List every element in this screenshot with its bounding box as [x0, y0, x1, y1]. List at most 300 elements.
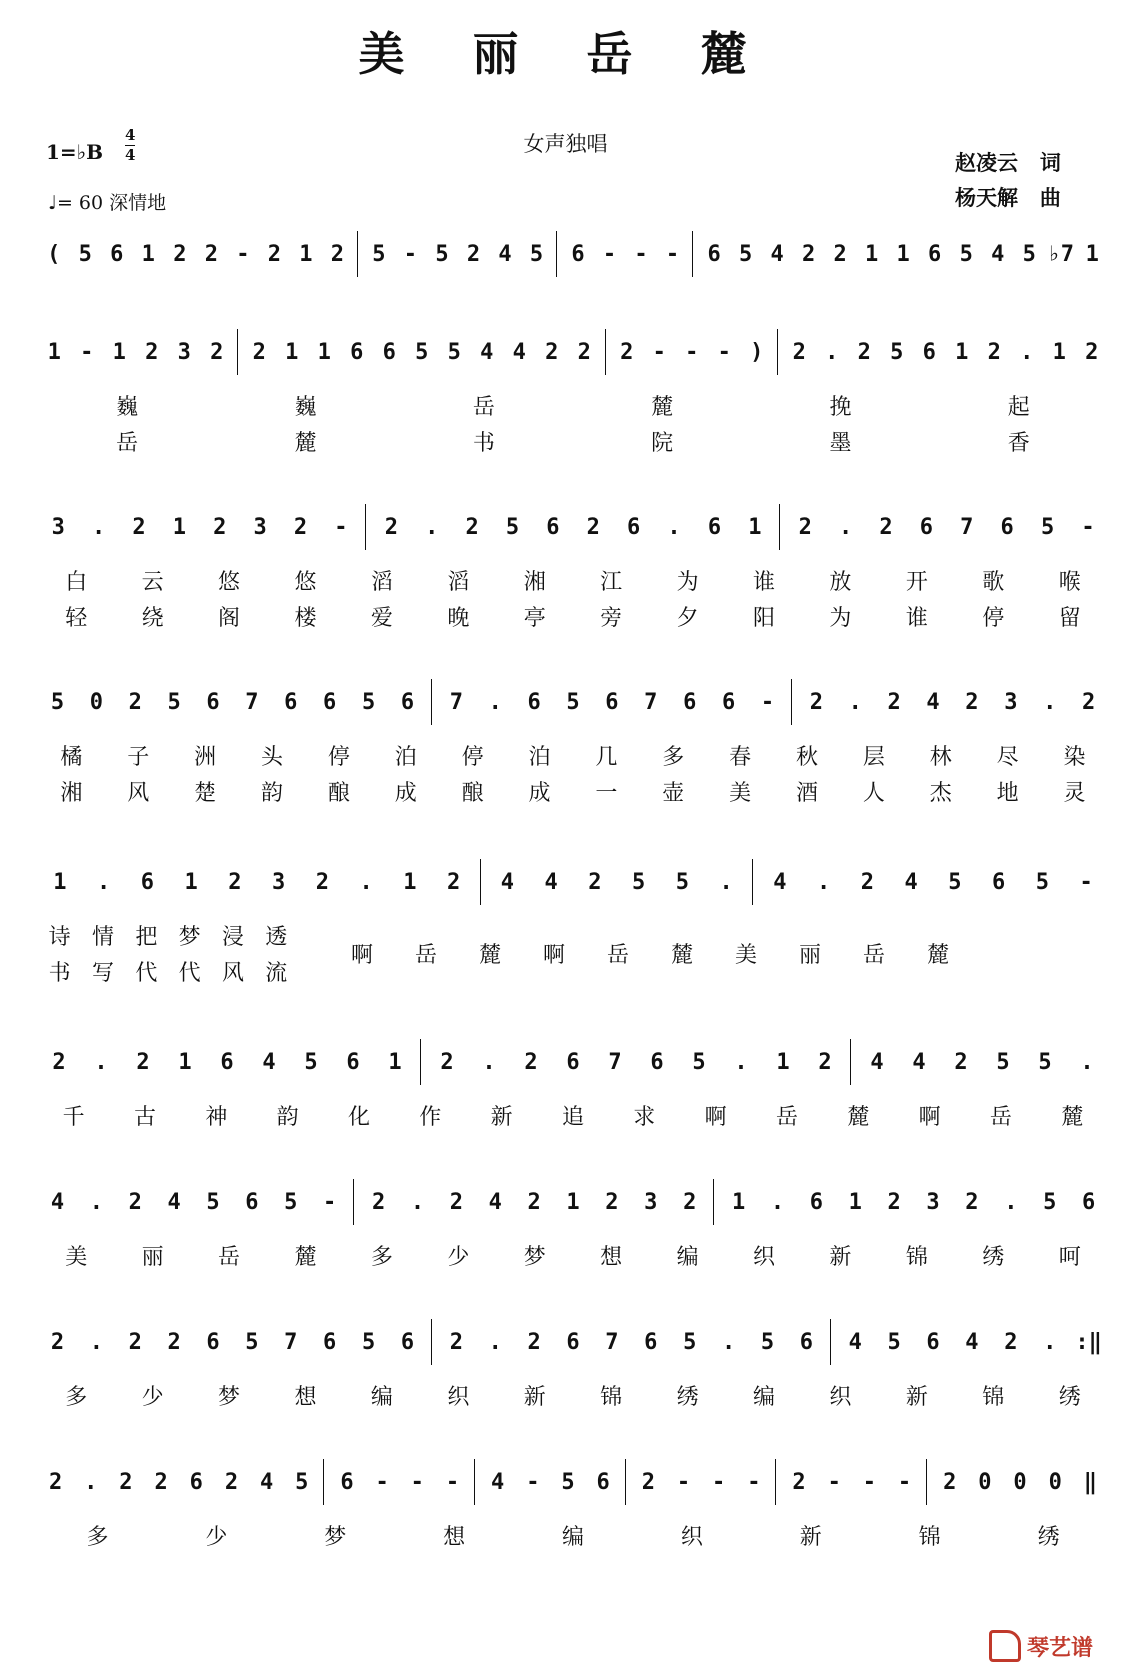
note: 2: [210, 339, 224, 365]
note: 2: [605, 1189, 619, 1215]
note: 0: [89, 689, 103, 715]
note: .: [410, 1189, 425, 1215]
note: 1: [285, 339, 299, 365]
note: 6: [546, 514, 560, 540]
lyric-syllable: 啊: [918, 1104, 941, 1130]
lyric-syllable: 晚: [447, 605, 470, 631]
note: 6: [605, 689, 619, 715]
barline: [319, 1459, 329, 1505]
note: 2: [965, 1189, 979, 1215]
barline: [709, 1179, 719, 1225]
note: 6: [110, 241, 124, 267]
lyric-syllable: 夕: [676, 605, 699, 631]
lyric-syllable: 织: [829, 1384, 852, 1410]
note: 2: [128, 1329, 142, 1355]
lyric-syllable: 岳: [775, 1104, 798, 1130]
note: 3: [177, 339, 191, 365]
note: 5: [435, 241, 449, 267]
barline: [361, 504, 371, 550]
note: .: [488, 1329, 502, 1355]
note: 1: [731, 1189, 746, 1215]
note: 1: [848, 1189, 862, 1215]
note: 5: [505, 514, 520, 540]
note: -: [410, 1469, 424, 1495]
lyric-syllable: 绣: [1058, 1384, 1081, 1410]
note: 2: [879, 514, 893, 540]
note: 5: [887, 1329, 901, 1355]
note: 2: [466, 241, 481, 267]
lyric-syllable: 美: [734, 942, 757, 968]
note: 1: [776, 1049, 790, 1075]
note: 3: [644, 1189, 658, 1215]
note: 2: [641, 1469, 655, 1495]
song-title: 美 丽 岳 麓: [358, 27, 773, 81]
lyric-syllable: 神: [205, 1104, 228, 1130]
note: 5: [683, 1329, 697, 1355]
note: 6: [919, 514, 934, 540]
barline: [233, 329, 243, 375]
note: 2: [798, 514, 812, 540]
lyric-syllable: 喉: [1058, 569, 1081, 595]
note: .: [84, 1469, 98, 1495]
note: 2: [801, 241, 816, 267]
lyric-syllable: 诗: [48, 924, 71, 950]
lyric-syllable: 泊: [394, 744, 417, 770]
lyric-syllable: 多: [65, 1384, 88, 1410]
note: 6: [220, 1049, 234, 1075]
lyric-syllable: 想: [443, 1524, 466, 1550]
lyric-syllable: 少: [205, 1524, 228, 1550]
notation-line: [38, 1042, 1108, 1082]
note: 2: [228, 869, 242, 895]
lyrics-verse-2: [38, 776, 1108, 806]
lyric-syllable: 头: [261, 744, 284, 770]
credits: [955, 146, 1061, 216]
note: 7: [245, 689, 259, 715]
note: 5: [1035, 869, 1049, 895]
note: 5: [760, 1329, 775, 1355]
lyrics-verse-1: [38, 1520, 1108, 1550]
lyric-syllable: 悠: [218, 569, 241, 595]
lyric-syllable: 呵: [1058, 1244, 1081, 1270]
note: 2: [128, 689, 142, 715]
lyric-syllable: 少: [141, 1384, 164, 1410]
note: 6: [1081, 1189, 1096, 1215]
note: .: [1043, 689, 1057, 715]
notation-line: [38, 862, 1108, 902]
note: 2: [965, 689, 979, 715]
note: .: [719, 869, 733, 895]
note: 6: [1000, 514, 1014, 540]
note: 6: [566, 1049, 580, 1075]
note: 2: [52, 1049, 66, 1075]
note: 5: [675, 869, 689, 895]
lyric-syllable: 书: [48, 960, 71, 986]
note: 6: [707, 241, 721, 267]
note: 2: [527, 1189, 541, 1215]
barline: [601, 329, 611, 375]
note: 2: [954, 1049, 968, 1075]
notation-line: [38, 507, 1108, 547]
lyric-syllable: 滔: [370, 569, 393, 595]
notation-line: [38, 682, 1108, 722]
note: 2: [1004, 1329, 1018, 1355]
lyrics-verse-1: [38, 920, 298, 950]
note: 2: [136, 1049, 150, 1075]
lyric-syllable: 代: [178, 960, 201, 986]
note: 2: [48, 1469, 63, 1495]
barline: [349, 1179, 359, 1225]
lyric-syllable: 轻: [65, 605, 88, 631]
lyric-syllable: 风: [127, 780, 150, 806]
note: 5: [206, 1189, 220, 1215]
note: 5: [304, 1049, 318, 1075]
note: 5: [361, 1329, 376, 1355]
lyric-syllable: 巍: [294, 394, 317, 420]
note: 1: [388, 1049, 402, 1075]
note: -: [747, 1469, 761, 1495]
watermark-text: 琴艺谱: [1026, 1635, 1093, 1661]
lyric-syllable: 少: [447, 1244, 470, 1270]
lyric-syllable: 织: [447, 1384, 470, 1410]
lyrics-chorus: [330, 938, 970, 968]
lyrics-verse-1: [38, 1380, 1108, 1410]
lyric-syllable: 梦: [178, 924, 201, 950]
note: (: [47, 241, 61, 267]
note: 1: [566, 1189, 580, 1215]
lyric-syllable: 丽: [798, 942, 821, 968]
lyric-syllable: 悠: [294, 569, 317, 595]
note: 6: [928, 241, 942, 267]
note: 2: [330, 241, 345, 267]
note: 6: [206, 689, 220, 715]
lyric-syllable: 麓: [670, 942, 693, 968]
note: -: [685, 339, 699, 365]
lyric-syllable: 代: [135, 960, 158, 986]
barline: [775, 504, 785, 550]
note: 1: [53, 869, 67, 895]
note: 6: [627, 514, 641, 540]
note: 2: [293, 514, 308, 540]
note: 1: [1052, 339, 1066, 365]
note: 5: [361, 689, 376, 715]
note: 0: [1013, 1469, 1027, 1495]
note: .: [817, 869, 831, 895]
note: 4: [912, 1049, 926, 1075]
note: -: [652, 339, 666, 365]
notation-line: [38, 234, 1108, 274]
note: .: [734, 1049, 748, 1075]
lyric-syllable: 地: [996, 780, 1019, 806]
note: 5: [632, 869, 646, 895]
note: 6: [707, 514, 722, 540]
note: 2: [857, 339, 871, 365]
note: 6: [400, 1329, 415, 1355]
note: 6: [683, 689, 697, 715]
note: :‖: [1075, 1329, 1102, 1355]
note: 6: [140, 869, 154, 895]
note: 2: [465, 514, 479, 540]
note: -: [712, 1469, 726, 1495]
note: 5: [372, 241, 386, 267]
lyrics-verse-1: [38, 740, 1108, 770]
note: 2: [132, 514, 146, 540]
lyric-syllable: 多: [86, 1524, 109, 1550]
note: -: [236, 241, 250, 267]
note: 6: [566, 1329, 580, 1355]
lyric-syllable: 层: [862, 744, 885, 770]
note: 5: [447, 339, 461, 365]
lyric-syllable: 几: [595, 744, 618, 770]
lyric-syllable: 一: [595, 780, 618, 806]
lyric-syllable: 院: [651, 430, 674, 456]
lyric-syllable: 麓: [847, 1104, 870, 1130]
note: 2: [833, 241, 847, 267]
note: -: [634, 241, 648, 267]
note: 6: [650, 1049, 664, 1075]
lyric-syllable: 爱: [370, 605, 393, 631]
lyric-syllable: 啊: [704, 1104, 727, 1130]
note: -: [862, 1469, 876, 1495]
lyric-syllable: 停: [982, 605, 1005, 631]
note: 5: [1038, 1049, 1052, 1075]
note: 2: [50, 1329, 65, 1355]
note: 5: [692, 1049, 706, 1075]
note: 2: [1085, 339, 1099, 365]
lyric-syllable: 编: [370, 1384, 393, 1410]
note: 6: [323, 1329, 337, 1355]
lyrics-verse-2: [38, 601, 1108, 631]
note: 6: [596, 1469, 610, 1495]
note: 2: [252, 339, 266, 365]
note: 3: [272, 869, 286, 895]
lyric-syllable: 锦: [982, 1384, 1005, 1410]
tempo-marking: ♩= 60 深情地: [48, 192, 167, 214]
note: .: [1004, 1189, 1018, 1215]
lyric-syllable: 杰: [929, 780, 952, 806]
note: 5: [561, 1469, 575, 1495]
lyric-syllable: 谁: [753, 569, 776, 595]
note: 1: [1085, 241, 1099, 267]
note: 4: [870, 1049, 884, 1075]
note: ‖: [1083, 1469, 1098, 1495]
lyric-syllable: 麓: [294, 430, 317, 456]
note: 1: [748, 514, 762, 540]
note: 5: [167, 689, 181, 715]
lyric-syllable: 韵: [261, 780, 284, 806]
note: .: [1043, 1329, 1057, 1355]
note: 4: [773, 869, 787, 895]
notation-line: [38, 332, 1108, 372]
barline: [922, 1459, 932, 1505]
lyric-syllable: 酿: [327, 780, 350, 806]
barline: [552, 231, 562, 277]
lyric-syllable: 多: [370, 1244, 393, 1270]
note: 7: [284, 1329, 298, 1355]
note: 2: [588, 869, 602, 895]
lyric-syllable: 绣: [676, 1384, 699, 1410]
note: 6: [721, 689, 736, 715]
lyric-syllable: 梦: [324, 1524, 347, 1550]
note: 2: [620, 339, 634, 365]
lyric-syllable: 锦: [918, 1524, 941, 1550]
lyric-syllable: 岳: [606, 942, 629, 968]
note: .: [89, 1329, 103, 1355]
lyric-syllable: 求: [633, 1104, 656, 1130]
barline: [771, 1459, 781, 1505]
note: 2: [119, 1469, 133, 1495]
note: 6: [400, 689, 415, 715]
lyric-syllable: 麓: [478, 942, 501, 968]
barline: [427, 679, 437, 725]
note: -: [897, 1469, 912, 1495]
lyric-syllable: 春: [729, 744, 752, 770]
note: 4: [770, 241, 784, 267]
note: .: [825, 339, 839, 365]
lyrics-verse-1: [38, 390, 1108, 420]
barline: [787, 679, 797, 725]
lyric-syllable: 多: [662, 744, 685, 770]
note: 5: [996, 1049, 1010, 1075]
lyric-syllable: 古: [133, 1104, 156, 1130]
note: 2: [792, 339, 806, 365]
note: 2: [440, 1049, 454, 1075]
lyric-syllable: 梦: [523, 1244, 546, 1270]
lyric-syllable: 新: [829, 1244, 852, 1270]
lyric-syllable: 停: [461, 744, 484, 770]
note: 3: [51, 514, 65, 540]
note: .: [97, 869, 111, 895]
lyric-syllable: 湘: [60, 780, 83, 806]
lyric-syllable: 千: [62, 1104, 85, 1130]
lyric-syllable: 染: [1063, 744, 1086, 770]
note: 4: [512, 339, 526, 365]
lyrics-verse-2: [38, 426, 1108, 456]
note: 5: [78, 241, 92, 267]
barline: [416, 1039, 426, 1085]
lyric-syllable: 编: [562, 1524, 585, 1550]
lyric-syllable: 想: [294, 1384, 317, 1410]
lyric-syllable: 云: [141, 569, 164, 595]
lyric-syllable: 歌: [982, 569, 1005, 595]
note: 1: [299, 241, 313, 267]
note: 1: [141, 241, 155, 267]
note: 5: [1022, 241, 1036, 267]
note: 4: [488, 1189, 502, 1215]
note: .: [89, 1189, 103, 1215]
lyric-syllable: 开: [905, 569, 928, 595]
note: 6: [340, 1469, 354, 1495]
note: 4: [491, 1469, 505, 1495]
lyric-syllable: 透: [265, 924, 288, 950]
note: 2: [224, 1469, 239, 1495]
note: -: [334, 514, 348, 540]
lyric-syllable: 韵: [276, 1104, 299, 1130]
lyric-syllable: 起: [1007, 394, 1030, 420]
note: 6: [809, 1189, 823, 1215]
barline: [353, 231, 363, 277]
note: .: [482, 1049, 496, 1075]
lyric-syllable: 岳: [862, 942, 885, 968]
note: 4: [262, 1049, 276, 1075]
note: 2: [586, 514, 600, 540]
lyric-syllable: 为: [676, 569, 699, 595]
note: -: [526, 1469, 540, 1495]
note: 2: [371, 1189, 386, 1215]
lyric-syllable: 情: [91, 924, 114, 950]
lyrics-verse-1: [38, 1100, 1108, 1130]
note: 0: [1048, 1469, 1062, 1495]
note: 2: [167, 1329, 181, 1355]
lyric-syllable: 追: [561, 1104, 584, 1130]
note: 5: [959, 241, 973, 267]
note: 1: [184, 869, 198, 895]
note: 2: [683, 1189, 697, 1215]
lyric-syllable: 留: [1058, 605, 1081, 631]
note: .: [91, 514, 106, 540]
note: 6: [527, 689, 541, 715]
lyric-syllable: 尽: [996, 744, 1019, 770]
note: 1: [112, 339, 126, 365]
barline: [476, 859, 486, 905]
lyric-syllable: 阁: [218, 605, 241, 631]
lyric-syllable: 啊: [350, 942, 373, 968]
note: ♭7: [1047, 241, 1074, 267]
note: 2: [887, 1189, 901, 1215]
lyrics-verse-1: [38, 1240, 1108, 1270]
lyric-syllable: 锦: [905, 1244, 928, 1270]
note: 2: [545, 339, 559, 365]
lyric-syllable: 麓: [926, 942, 949, 968]
note: .: [838, 514, 853, 540]
lyric-syllable: 岳: [989, 1104, 1012, 1130]
note: 2: [154, 1469, 168, 1495]
note: 7: [449, 689, 463, 715]
lyric-syllable: 成: [528, 780, 551, 806]
note: 6: [245, 1189, 259, 1215]
note: 6: [926, 1329, 940, 1355]
note: 2: [449, 1189, 463, 1215]
note: .: [488, 689, 502, 715]
time-signature: [125, 126, 135, 165]
note: .: [94, 1049, 108, 1075]
lyric-syllable: 秋: [796, 744, 819, 770]
lyric-syllable: 岳: [414, 942, 437, 968]
note: 5: [529, 241, 544, 267]
lyric-syllable: 绕: [141, 605, 164, 631]
barline: [826, 1319, 836, 1365]
note: .: [425, 514, 439, 540]
lyric-syllable: 白: [65, 569, 88, 595]
note: -: [375, 1469, 389, 1495]
barline: [470, 1459, 480, 1505]
note: -: [676, 1469, 691, 1495]
lyric-syllable: 子: [127, 744, 150, 770]
note: 1: [865, 241, 879, 267]
barline: [427, 1319, 437, 1365]
note: 4: [498, 241, 512, 267]
lyric-syllable: 把: [135, 924, 158, 950]
note: 7: [960, 514, 974, 540]
note: 2: [809, 689, 823, 715]
note: 1: [317, 339, 331, 365]
note: 5: [566, 689, 580, 715]
lyric-syllable: 新: [799, 1524, 822, 1550]
note: .: [667, 514, 681, 540]
lyric-syllable: 酒: [796, 780, 819, 806]
lyrics-verse-1: [38, 565, 1108, 595]
note: 6: [284, 689, 298, 715]
